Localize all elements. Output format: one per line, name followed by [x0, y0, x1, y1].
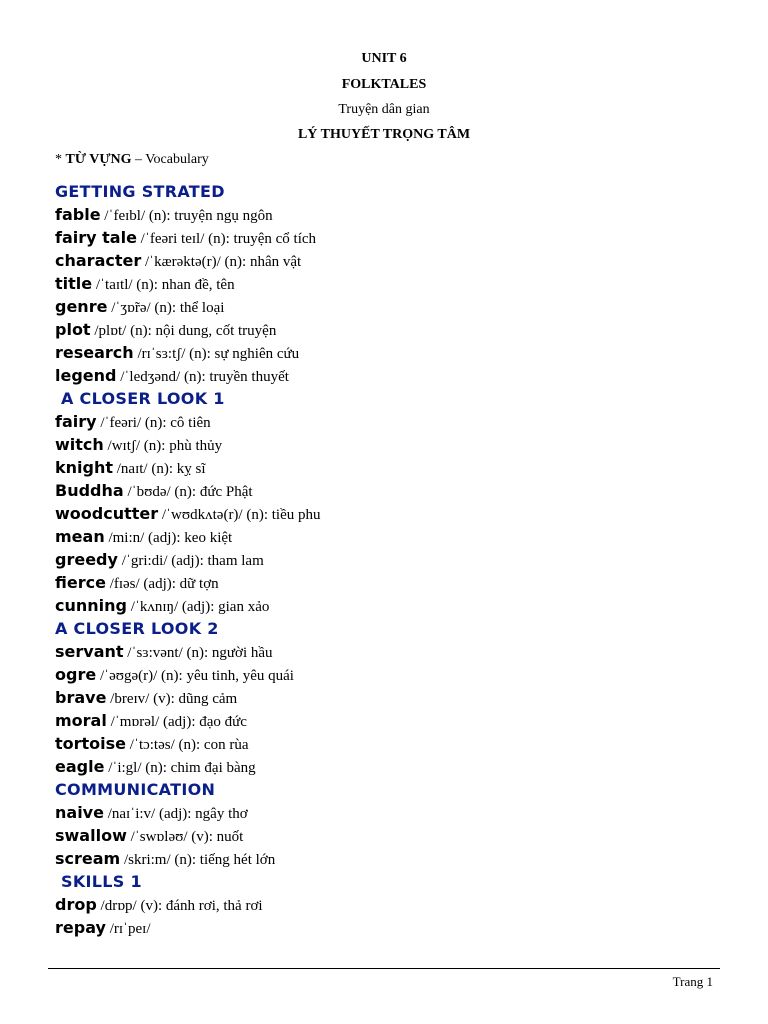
vocabulary-heading-prefix: *: [55, 152, 66, 167]
vocab-definition: /naɪˈi:v/ (adj): ngây thơ: [103, 806, 248, 822]
section-heading: [55, 181, 735, 204]
vocab-definition: /plɒt/ (n): nội dung, cốt truyện: [90, 323, 277, 339]
vocab-entry: [55, 687, 735, 710]
vocab-word: title: [55, 274, 93, 293]
vocab-word: Buddha: [55, 481, 124, 500]
vocab-word: cunning: [55, 596, 127, 615]
vocab-word: legend: [55, 366, 117, 385]
vocab-word: knight: [55, 458, 114, 477]
vocab-definition: /ˈtaɪtl/ (n): nhan đề, tên: [92, 277, 235, 293]
vocabulary-heading-bold: TỪ VỰNG: [65, 152, 132, 167]
vocab-entry: [55, 411, 735, 434]
vocab-entry: [55, 273, 735, 296]
page-number: Trang 1: [672, 974, 713, 989]
vocab-entry: [55, 227, 735, 250]
vocab-definition: /skri:m/ (n): tiếng hét lớn: [120, 852, 276, 868]
vocab-definition: /breɪv/ (v): dũng cảm: [106, 691, 238, 707]
vocab-entry: [55, 664, 735, 687]
vocab-definition: /ˈtɔ:təs/ (n): con rùa: [126, 737, 249, 753]
vocab-word: repay: [55, 918, 106, 937]
section-title: LÝ THUYẾT TRỌNG TÂM: [297, 127, 471, 142]
vocab-definition: /ˈswɒləʊ/ (v): nuốt: [126, 829, 244, 845]
vocab-word: moral: [55, 711, 107, 730]
vocab-word: naive: [55, 803, 104, 822]
vocab-definition: /ˈəʊgə(r)/ (n): yêu tinh, yêu quái: [96, 668, 294, 684]
vocab-entry: [55, 204, 735, 227]
vocab-entry: [55, 825, 735, 848]
vocab-entry: [55, 756, 735, 779]
vocab-definition: /ˈgri:di/ (adj): tham lam: [117, 553, 264, 569]
vocab-entry: [55, 503, 735, 526]
unit-title: UNIT 6: [361, 51, 407, 66]
vocab-entry: [55, 526, 735, 549]
vocab-definition: /ˈledʒənd/ (n): truyền thuyết: [116, 369, 289, 385]
vocab-word: fable: [55, 205, 101, 224]
vocab-word: scream: [55, 849, 121, 868]
vocab-definition: /ˈbʊdə/ (n): đức Phật: [123, 484, 253, 500]
vocab-word: woodcutter: [55, 504, 159, 523]
vocab-definition: /ˈkʌnɪŋ/ (adj): gian xảo: [126, 599, 270, 615]
vocab-word: character: [55, 251, 142, 270]
vocab-definition: /ˈfeɪbl/ (n): truyện ngụ ngôn: [100, 208, 273, 224]
topic-title: FOLKTALES: [341, 77, 427, 92]
vocab-entry: [55, 342, 735, 365]
vocab-word: fairy: [55, 412, 97, 431]
vocab-entry: [55, 595, 735, 618]
vocab-entry: [55, 848, 735, 871]
vocab-entry: [55, 917, 735, 940]
vocab-entry: [55, 802, 735, 825]
vocab-word: greedy: [55, 550, 118, 569]
vocab-entry: [55, 480, 735, 503]
vocab-definition: /ˈmɒrəl/ (adj): đạo đức: [106, 714, 247, 730]
vocab-word: fierce: [55, 573, 106, 592]
footer-divider: [48, 968, 720, 969]
vocab-word: tortoise: [55, 734, 127, 753]
vocab-definition: /naɪt/ (n): kỵ sĩ: [113, 461, 206, 477]
vocab-word: eagle: [55, 757, 105, 776]
vocabulary-heading: [55, 152, 209, 168]
vocab-definition: /rɪˈpeɪ/: [105, 921, 151, 937]
section-heading-text: A CLOSER LOOK 2: [55, 619, 219, 638]
vocab-word: research: [55, 343, 134, 362]
vocab-entry: [55, 434, 735, 457]
vocab-word: fairy tale: [55, 228, 137, 247]
vocab-definition: /ˈfeəri/ (n): cô tiên: [96, 415, 211, 431]
vocab-word: mean: [55, 527, 105, 546]
vocab-word: witch: [55, 435, 104, 454]
vocab-entry: [55, 641, 735, 664]
vocab-entry: [55, 733, 735, 756]
vocab-entry: [55, 457, 735, 480]
section-heading-text: SKILLS 1: [61, 872, 142, 891]
section-heading: [55, 871, 735, 894]
section-heading-text: COMMUNICATION: [55, 780, 216, 799]
vocab-word: genre: [55, 297, 108, 316]
vocabulary-list: [55, 181, 735, 940]
vocab-definition: /ˈi:gl/ (n): chim đại bàng: [104, 760, 256, 776]
section-heading-text: A CLOSER LOOK 1: [61, 389, 225, 408]
vocabulary-heading-rest: – Vocabulary: [131, 152, 209, 167]
vocab-word: swallow: [55, 826, 127, 845]
vocab-definition: /wɪtʃ/ (n): phù thủy: [103, 438, 223, 454]
vocab-definition: /ˈfeəri teɪl/ (n): truyện cổ tích: [136, 231, 317, 247]
vocab-entry: [55, 250, 735, 273]
section-heading: [55, 779, 735, 802]
vocab-entry: [55, 365, 735, 388]
topic-subtitle-vi: Truyện dân gian: [338, 102, 430, 117]
vocab-word: servant: [55, 642, 124, 661]
vocab-entry: [55, 894, 735, 917]
vocab-definition: /ˈkærəktə(r)/ (n): nhân vật: [141, 254, 302, 270]
vocab-definition: /ˈsɜ:vənt/ (n): người hầu: [123, 645, 273, 661]
section-heading-text: GETTING STRATED: [55, 182, 225, 201]
vocab-entry: [55, 319, 735, 342]
vocab-definition: /ˈʒɒ̃rə/ (n): thể loại: [107, 300, 225, 316]
vocab-entry: [55, 296, 735, 319]
vocab-definition: /mi:n/ (adj): keo kiệt: [104, 530, 233, 546]
section-heading: [55, 618, 735, 641]
vocab-word: ogre: [55, 665, 97, 684]
vocab-word: plot: [55, 320, 91, 339]
vocab-word: drop: [55, 895, 97, 914]
vocab-entry: [55, 710, 735, 733]
vocab-entry: [55, 549, 735, 572]
section-heading: [55, 388, 735, 411]
vocab-word: brave: [55, 688, 107, 707]
vocab-definition: /ˈwʊdkʌtə(r)/ (n): tiều phu: [158, 507, 321, 523]
vocab-definition: /rɪˈsɜ:tʃ/ (n): sự nghiên cứu: [133, 346, 300, 362]
vocab-definition: /fɪəs/ (adj): dữ tợn: [105, 576, 219, 592]
vocab-entry: [55, 572, 735, 595]
vocab-definition: /drɒp/ (v): đánh rơi, thả rơi: [96, 898, 263, 914]
